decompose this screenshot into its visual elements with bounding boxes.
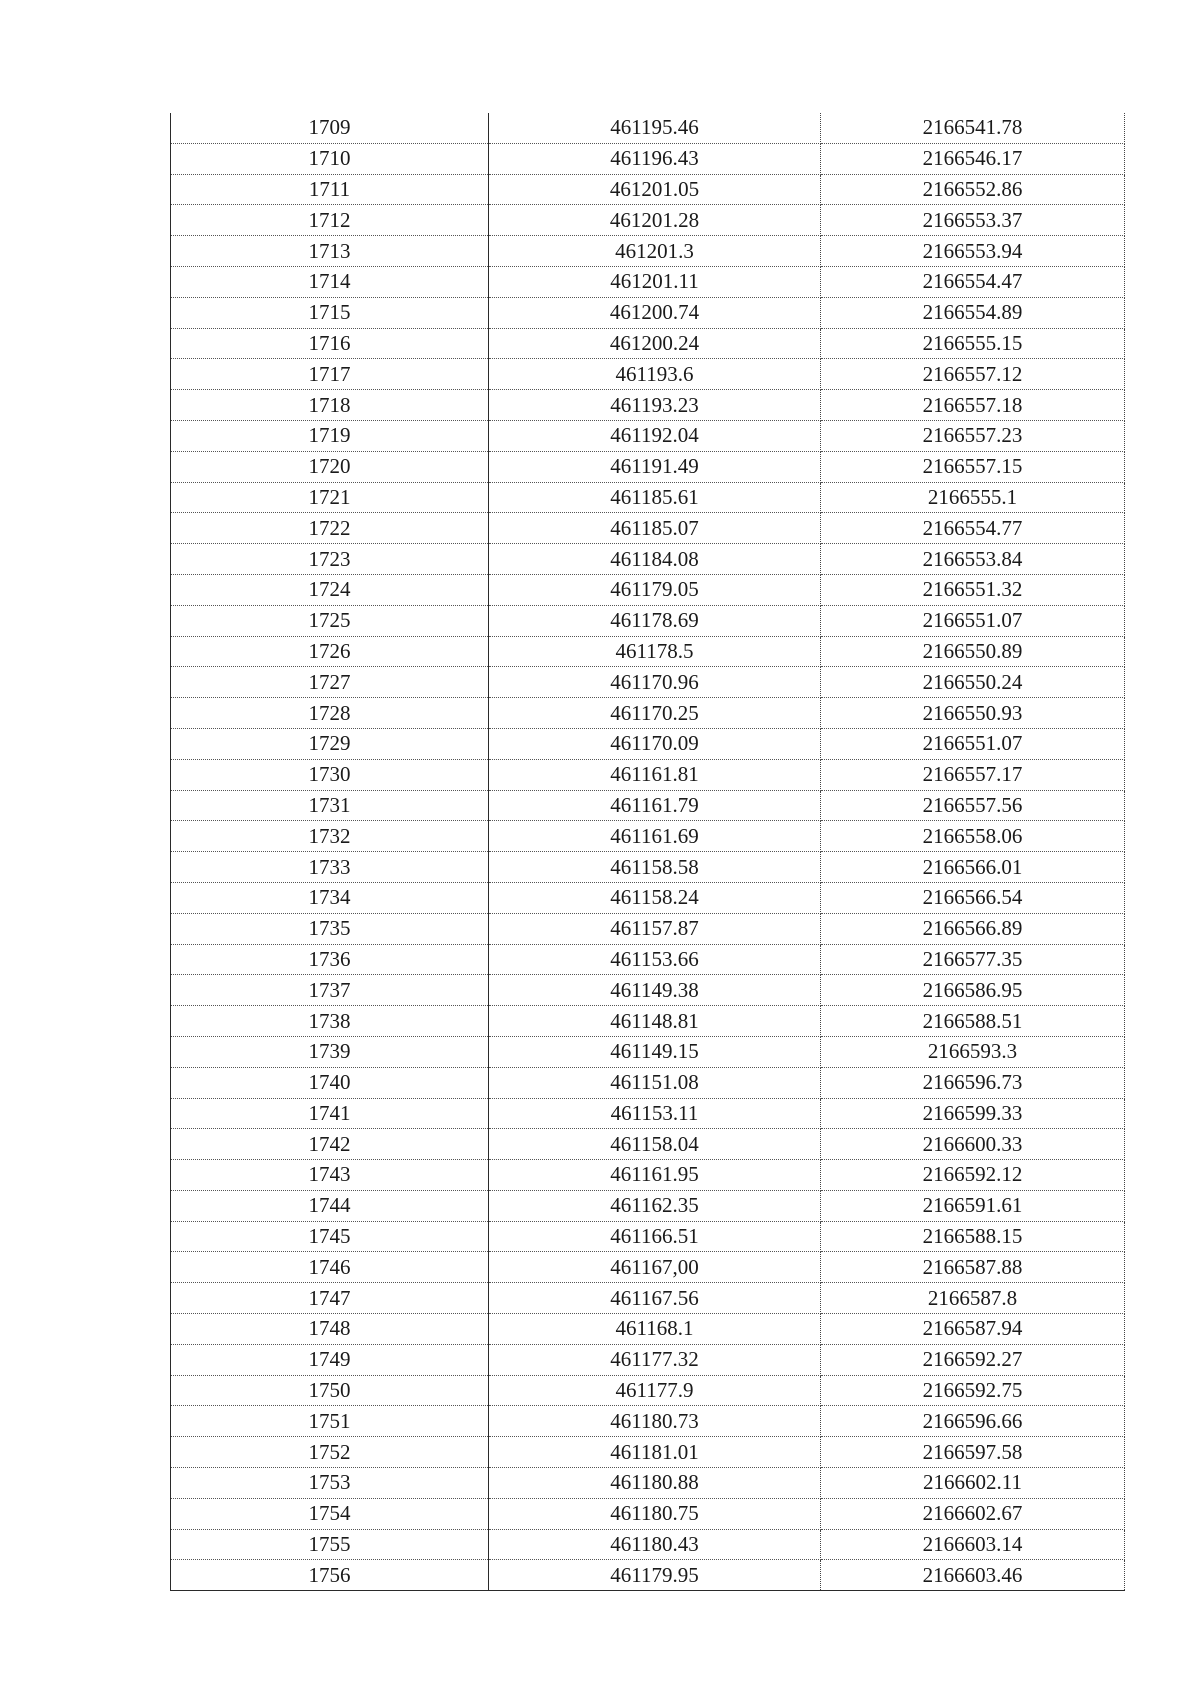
y-coordinate-cell: 2166553.94 <box>821 236 1125 267</box>
table-row <box>171 174 1125 205</box>
point-number-cell: 1739 <box>171 1036 489 1067</box>
point-number-cell: 1750 <box>171 1375 489 1406</box>
table-row <box>171 728 1125 759</box>
table-row <box>171 297 1125 328</box>
y-coordinate-cell: 2166577.35 <box>821 944 1125 975</box>
point-number-cell: 1733 <box>171 852 489 883</box>
x-coordinate-cell: 461170.96 <box>489 667 821 698</box>
table-row <box>171 1344 1125 1375</box>
x-coordinate-cell: 461185.07 <box>489 513 821 544</box>
table-row <box>171 328 1125 359</box>
point-number-cell: 1713 <box>171 236 489 267</box>
y-coordinate-cell: 2166550.24 <box>821 667 1125 698</box>
y-coordinate-cell: 2166588.51 <box>821 1006 1125 1037</box>
x-coordinate-cell: 461166.51 <box>489 1221 821 1252</box>
point-number-cell: 1717 <box>171 359 489 390</box>
table-row <box>171 544 1125 575</box>
x-coordinate-cell: 461180.88 <box>489 1468 821 1499</box>
y-coordinate-cell: 2166600.33 <box>821 1129 1125 1160</box>
table-row <box>171 1221 1125 1252</box>
point-number-cell: 1746 <box>171 1252 489 1283</box>
point-number-cell: 1725 <box>171 605 489 636</box>
table-row <box>171 1529 1125 1560</box>
point-number-cell: 1745 <box>171 1221 489 1252</box>
x-coordinate-cell: 461201.11 <box>489 266 821 297</box>
x-coordinate-cell: 461168.1 <box>489 1314 821 1345</box>
table-row <box>171 1375 1125 1406</box>
point-number-cell: 1728 <box>171 698 489 729</box>
point-number-cell: 1719 <box>171 420 489 451</box>
y-coordinate-cell: 2166555.15 <box>821 328 1125 359</box>
table-row <box>171 359 1125 390</box>
table-row <box>171 143 1125 174</box>
table-row <box>171 1098 1125 1129</box>
x-coordinate-cell: 461149.15 <box>489 1036 821 1067</box>
x-coordinate-cell: 461180.73 <box>489 1406 821 1437</box>
table-row <box>171 113 1125 143</box>
point-number-cell: 1734 <box>171 882 489 913</box>
x-coordinate-cell: 461178.5 <box>489 636 821 667</box>
point-number-cell: 1737 <box>171 975 489 1006</box>
x-coordinate-cell: 461157.87 <box>489 913 821 944</box>
y-coordinate-cell: 2166553.37 <box>821 205 1125 236</box>
y-coordinate-cell: 2166551.32 <box>821 574 1125 605</box>
table-row <box>171 1437 1125 1468</box>
x-coordinate-cell: 461149.38 <box>489 975 821 1006</box>
y-coordinate-cell: 2166602.67 <box>821 1498 1125 1529</box>
y-coordinate-cell: 2166592.27 <box>821 1344 1125 1375</box>
table-row <box>171 236 1125 267</box>
point-number-cell: 1710 <box>171 143 489 174</box>
x-coordinate-cell: 461179.05 <box>489 574 821 605</box>
point-number-cell: 1751 <box>171 1406 489 1437</box>
table-row <box>171 975 1125 1006</box>
point-number-cell: 1754 <box>171 1498 489 1529</box>
table-row <box>171 1067 1125 1098</box>
table-row <box>171 390 1125 421</box>
point-number-cell: 1709 <box>171 113 489 143</box>
x-coordinate-cell: 461193.23 <box>489 390 821 421</box>
table-row <box>171 913 1125 944</box>
table-row <box>171 790 1125 821</box>
y-coordinate-cell: 2166586.95 <box>821 975 1125 1006</box>
y-coordinate-cell: 2166587.94 <box>821 1314 1125 1345</box>
y-coordinate-cell: 2166552.86 <box>821 174 1125 205</box>
y-coordinate-cell: 2166566.89 <box>821 913 1125 944</box>
x-coordinate-cell: 461167.56 <box>489 1283 821 1314</box>
y-coordinate-cell: 2166555.1 <box>821 482 1125 513</box>
point-number-cell: 1748 <box>171 1314 489 1345</box>
x-coordinate-cell: 461195.46 <box>489 113 821 143</box>
point-number-cell: 1720 <box>171 451 489 482</box>
point-number-cell: 1724 <box>171 574 489 605</box>
point-number-cell: 1715 <box>171 297 489 328</box>
point-number-cell: 1744 <box>171 1190 489 1221</box>
y-coordinate-cell: 2166603.46 <box>821 1560 1125 1591</box>
x-coordinate-cell: 461180.75 <box>489 1498 821 1529</box>
table-row <box>171 482 1125 513</box>
x-coordinate-cell: 461170.09 <box>489 728 821 759</box>
y-coordinate-cell: 2166602.11 <box>821 1468 1125 1499</box>
point-number-cell: 1753 <box>171 1468 489 1499</box>
y-coordinate-cell: 2166554.77 <box>821 513 1125 544</box>
x-coordinate-cell: 461177.9 <box>489 1375 821 1406</box>
point-number-cell: 1716 <box>171 328 489 359</box>
table-row <box>171 605 1125 636</box>
table-row <box>171 266 1125 297</box>
x-coordinate-cell: 461191.49 <box>489 451 821 482</box>
table-row <box>171 1468 1125 1499</box>
point-number-cell: 1730 <box>171 759 489 790</box>
point-number-cell: 1723 <box>171 544 489 575</box>
point-number-cell: 1740 <box>171 1067 489 1098</box>
table-row <box>171 205 1125 236</box>
y-coordinate-cell: 2166592.12 <box>821 1160 1125 1191</box>
coordinates-table <box>170 113 1125 1591</box>
x-coordinate-cell: 461177.32 <box>489 1344 821 1375</box>
x-coordinate-cell: 461201.3 <box>489 236 821 267</box>
x-coordinate-cell: 461161.81 <box>489 759 821 790</box>
x-coordinate-cell: 461201.05 <box>489 174 821 205</box>
table-row <box>171 1190 1125 1221</box>
point-number-cell: 1735 <box>171 913 489 944</box>
x-coordinate-cell: 461162.35 <box>489 1190 821 1221</box>
point-number-cell: 1718 <box>171 390 489 421</box>
point-number-cell: 1755 <box>171 1529 489 1560</box>
y-coordinate-cell: 2166550.93 <box>821 698 1125 729</box>
x-coordinate-cell: 461178.69 <box>489 605 821 636</box>
y-coordinate-cell: 2166599.33 <box>821 1098 1125 1129</box>
table-row <box>171 821 1125 852</box>
table-row <box>171 1129 1125 1160</box>
table-row <box>171 1036 1125 1067</box>
x-coordinate-cell: 461148.81 <box>489 1006 821 1037</box>
point-number-cell: 1756 <box>171 1560 489 1591</box>
point-number-cell: 1711 <box>171 174 489 205</box>
point-number-cell: 1732 <box>171 821 489 852</box>
y-coordinate-cell: 2166557.56 <box>821 790 1125 821</box>
x-coordinate-cell: 461158.04 <box>489 1129 821 1160</box>
point-number-cell: 1741 <box>171 1098 489 1129</box>
y-coordinate-cell: 2166557.18 <box>821 390 1125 421</box>
y-coordinate-cell: 2166596.66 <box>821 1406 1125 1437</box>
y-coordinate-cell: 2166603.14 <box>821 1529 1125 1560</box>
table-row <box>171 513 1125 544</box>
y-coordinate-cell: 2166587.8 <box>821 1283 1125 1314</box>
point-number-cell: 1729 <box>171 728 489 759</box>
table-row <box>171 574 1125 605</box>
x-coordinate-cell: 461167,00 <box>489 1252 821 1283</box>
x-coordinate-cell: 461161.95 <box>489 1160 821 1191</box>
table-row <box>171 882 1125 913</box>
y-coordinate-cell: 2166558.06 <box>821 821 1125 852</box>
table-row <box>171 667 1125 698</box>
x-coordinate-cell: 461185.61 <box>489 482 821 513</box>
y-coordinate-cell: 2166546.17 <box>821 143 1125 174</box>
y-coordinate-cell: 2166587.88 <box>821 1252 1125 1283</box>
y-coordinate-cell: 2166597.58 <box>821 1437 1125 1468</box>
table-row <box>171 1283 1125 1314</box>
table-row <box>171 1314 1125 1345</box>
y-coordinate-cell: 2166551.07 <box>821 728 1125 759</box>
y-coordinate-cell: 2166554.47 <box>821 266 1125 297</box>
y-coordinate-cell: 2166557.15 <box>821 451 1125 482</box>
point-number-cell: 1752 <box>171 1437 489 1468</box>
x-coordinate-cell: 461158.24 <box>489 882 821 913</box>
point-number-cell: 1747 <box>171 1283 489 1314</box>
point-number-cell: 1712 <box>171 205 489 236</box>
point-number-cell: 1731 <box>171 790 489 821</box>
point-number-cell: 1721 <box>171 482 489 513</box>
point-number-cell: 1726 <box>171 636 489 667</box>
y-coordinate-cell: 2166566.01 <box>821 852 1125 883</box>
x-coordinate-cell: 461158.58 <box>489 852 821 883</box>
point-number-cell: 1736 <box>171 944 489 975</box>
point-number-cell: 1742 <box>171 1129 489 1160</box>
table-row <box>171 1160 1125 1191</box>
x-coordinate-cell: 461200.24 <box>489 328 821 359</box>
x-coordinate-cell: 461161.69 <box>489 821 821 852</box>
y-coordinate-cell: 2166557.17 <box>821 759 1125 790</box>
table-row <box>171 1406 1125 1437</box>
point-number-cell: 1738 <box>171 1006 489 1037</box>
table-row <box>171 852 1125 883</box>
x-coordinate-cell: 461180.43 <box>489 1529 821 1560</box>
y-coordinate-cell: 2166593.3 <box>821 1036 1125 1067</box>
y-coordinate-cell: 2166554.89 <box>821 297 1125 328</box>
y-coordinate-cell: 2166557.12 <box>821 359 1125 390</box>
y-coordinate-cell: 2166566.54 <box>821 882 1125 913</box>
y-coordinate-cell: 2166550.89 <box>821 636 1125 667</box>
y-coordinate-cell: 2166557.23 <box>821 420 1125 451</box>
x-coordinate-cell: 461151.08 <box>489 1067 821 1098</box>
x-coordinate-cell: 461153.11 <box>489 1098 821 1129</box>
table-row <box>171 451 1125 482</box>
x-coordinate-cell: 461184.08 <box>489 544 821 575</box>
table-row <box>171 698 1125 729</box>
y-coordinate-cell: 2166551.07 <box>821 605 1125 636</box>
table-row <box>171 1560 1125 1591</box>
table-row <box>171 1006 1125 1037</box>
x-coordinate-cell: 461170.25 <box>489 698 821 729</box>
table-row <box>171 420 1125 451</box>
y-coordinate-cell: 2166592.75 <box>821 1375 1125 1406</box>
x-coordinate-cell: 461161.79 <box>489 790 821 821</box>
y-coordinate-cell: 2166553.84 <box>821 544 1125 575</box>
y-coordinate-cell: 2166541.78 <box>821 113 1125 143</box>
y-coordinate-cell: 2166588.15 <box>821 1221 1125 1252</box>
x-coordinate-cell: 461201.28 <box>489 205 821 236</box>
y-coordinate-cell: 2166591.61 <box>821 1190 1125 1221</box>
x-coordinate-cell: 461181.01 <box>489 1437 821 1468</box>
table-row <box>171 944 1125 975</box>
x-coordinate-cell: 461192.04 <box>489 420 821 451</box>
point-number-cell: 1714 <box>171 266 489 297</box>
x-coordinate-cell: 461193.6 <box>489 359 821 390</box>
point-number-cell: 1743 <box>171 1160 489 1191</box>
point-number-cell: 1727 <box>171 667 489 698</box>
x-coordinate-cell: 461196.43 <box>489 143 821 174</box>
table-row <box>171 636 1125 667</box>
x-coordinate-cell: 461179.95 <box>489 1560 821 1591</box>
y-coordinate-cell: 2166596.73 <box>821 1067 1125 1098</box>
point-number-cell: 1722 <box>171 513 489 544</box>
coordinates-table-body <box>171 113 1125 1591</box>
x-coordinate-cell: 461200.74 <box>489 297 821 328</box>
point-number-cell: 1749 <box>171 1344 489 1375</box>
x-coordinate-cell: 461153.66 <box>489 944 821 975</box>
table-row <box>171 1498 1125 1529</box>
table-row <box>171 1252 1125 1283</box>
table-row <box>171 759 1125 790</box>
